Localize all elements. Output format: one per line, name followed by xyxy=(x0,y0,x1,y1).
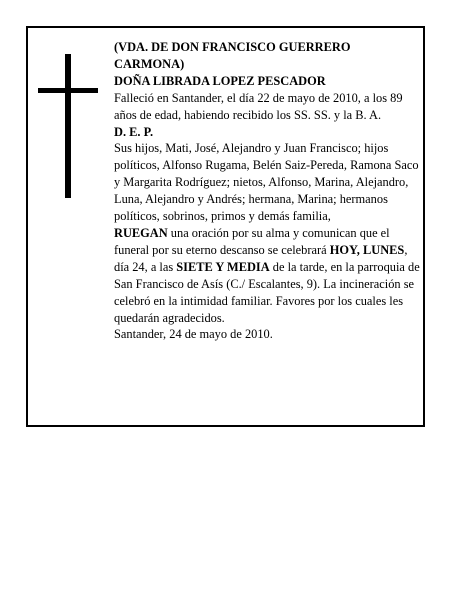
mourners-list: Sus hijos, Mati, José, Alejandro y Juan Francisco; hijos políticos, Alfonso Rugama, Belén Saiz-Pereda, Ramona Saco y Margarita Rodríguez; nietos, Alfonso, Marina, Alejandro, Luna, Alejandro y Andrés; hermana, Marina; hermanos políticos, sobrinos, primos y demás familia, xyxy=(114,141,419,224)
dep-label: D. E. P. xyxy=(114,124,154,139)
cross-horizontal-bar xyxy=(38,88,98,93)
obituary-notice xyxy=(26,26,425,427)
death-announcement: Falleció en Santander, el día 22 de mayo de 2010, a los 89 años de edad, habiendo recibido los SS. SS. y la B. A. xyxy=(114,90,403,122)
widow-heading: (VDA. DE DON FRANCISCO GUERRERO CARMONA) xyxy=(114,40,351,71)
funeral-time: SIETE Y MEDIA xyxy=(176,259,270,274)
funeral-date: , día 24, a las xyxy=(114,242,408,274)
cross-vertical-bar xyxy=(65,54,71,198)
prayer-request: una oración por su alma y comunican que el funeral por su eterno descanso se celebrará xyxy=(114,225,390,257)
notice-text xyxy=(114,39,422,343)
ruegan-label: RUEGAN xyxy=(114,225,168,240)
funeral-location: de la tarde, en la parroquia de San Francisco de Asís (C./ Escalantes, 9). La incineración se celebró en la intimidad familiar. Favores por los cuales les quedarán agradecidos. xyxy=(114,259,420,325)
funeral-day: HOY, LUNES xyxy=(329,242,405,257)
closing-line: Santander, 24 de mayo de 2010. xyxy=(114,327,273,342)
cross-icon xyxy=(38,54,98,198)
funeral-details xyxy=(114,225,422,326)
deceased-name: DOÑA LIBRADA LOPEZ PESCADOR xyxy=(114,73,326,88)
